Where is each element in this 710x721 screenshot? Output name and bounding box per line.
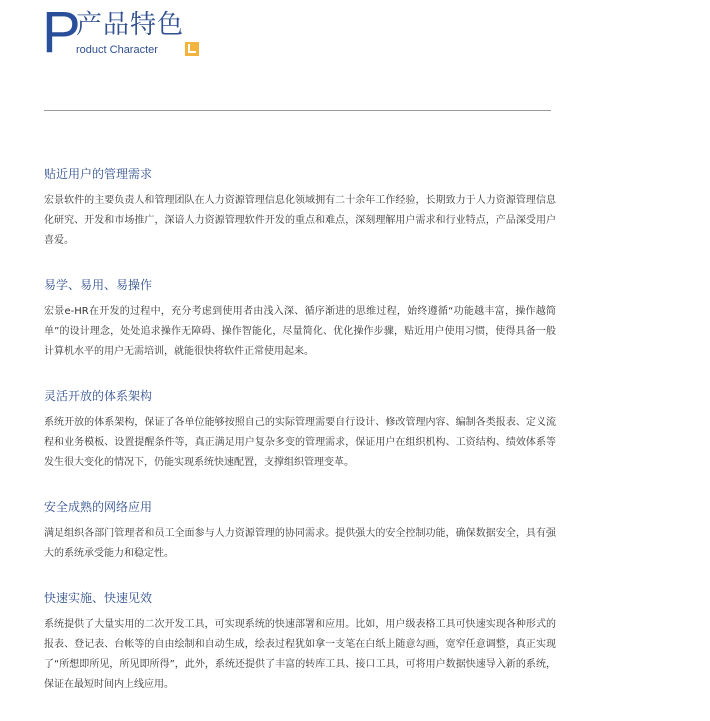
feature-description: 系统提供了大量实用的二次开发工具，可实现系统的快速部署和应用。比如，用户级表格工具可快速实现各种形式的报表、登记表、台帐等的自由绘制和自动生成，绘表过程犹如拿一支笔在白纸上随意勾画，宽窄任意调整，真正实现了“所想即所见，所见即所得”，此外，系统还提供了丰富的转库工具、接口工具，可将用户数据快速导入新的系统，保证在最短时间内上线应用。 xyxy=(44,619,556,690)
header-divider xyxy=(44,110,551,111)
feature-description: 宏景e-HR在开发的过程中，充分考虑到使用者由浅入深、循序渐进的思维过程，始终遵循“功能越丰富，操作越简单”的设计理念，处处追求操作无障碍、操作智能化，尽量简化、优化操作步骤，贴近用户使用习惯，使得具备一般计算机水平的用户无需培训，就能很快将软件正常使用起来。 xyxy=(44,306,556,357)
corner-bracket-icon xyxy=(185,42,199,56)
feature-title: 快速实施、快速见效 xyxy=(44,591,153,605)
feature-title: 安全成熟的网络应用 xyxy=(44,500,153,514)
feature-list xyxy=(44,166,556,721)
feature-section xyxy=(44,388,556,473)
feature-title: 灵活开放的体系架构 xyxy=(44,389,153,403)
feature-description: 满足组织各部门管理者和员工全面参与人力资源管理的协同需求。提供强大的安全控制功能，确保数据安全，具有强大的系统承受能力和稳定性。 xyxy=(44,528,556,559)
feature-section xyxy=(44,499,556,564)
page-subtitle-en: roduct Character xyxy=(76,44,158,56)
page-header xyxy=(42,0,212,65)
feature-description: 宏景软件的主要负责人和管理团队在人力资源管理信息化领域拥有二十余年工作经验，长期致力于人力资源管理信息化研究、开发和市场推广，深谙人力资源管理软件开发的重点和难点，深刻理解用户需求和行业特点，产品深受用户喜爱。 xyxy=(44,195,556,246)
feature-description: 系统开放的体系架构，保证了各单位能够按照自己的实际管理需要自行设计、修改管理内容、编制各类报表、定义流程和业务模板、设置提醒条件等，真正满足用户复杂多变的管理需求，保证用户在组织机构、工资结构、绩效体系等发生很大变化的情况下，仍能实现系统快速配置，支撑组织管理变革。 xyxy=(44,417,556,468)
feature-title: 易学、易用、易操作 xyxy=(44,278,153,292)
feature-title: 贴近用户的管理需求 xyxy=(44,167,153,181)
page-title: 产品特色 xyxy=(76,10,185,40)
feature-section xyxy=(44,166,556,251)
feature-section xyxy=(44,277,556,362)
header-initial-letter: P xyxy=(42,0,79,65)
feature-section xyxy=(44,590,556,695)
